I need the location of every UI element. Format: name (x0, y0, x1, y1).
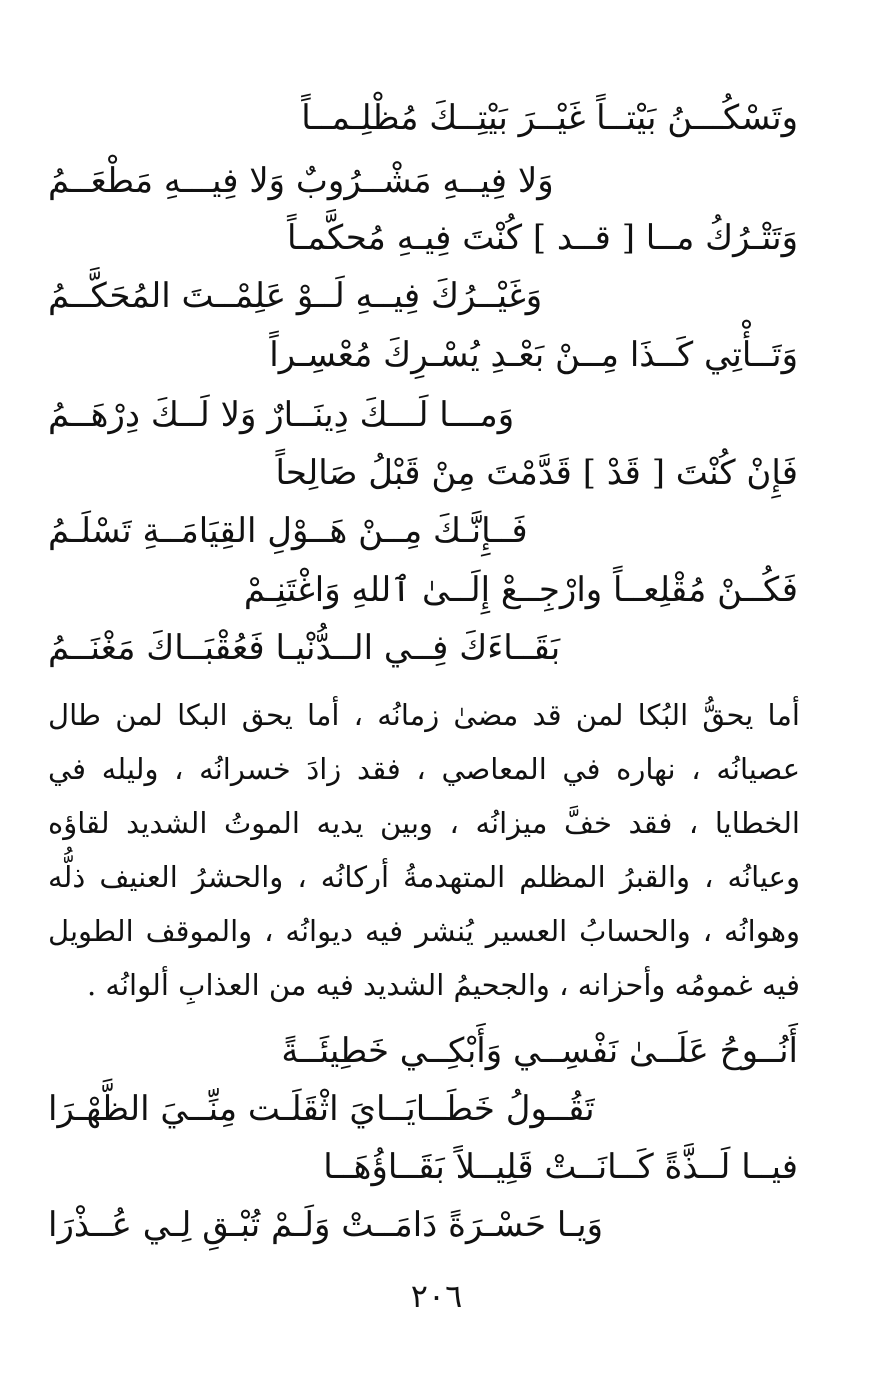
poem-stanza-1 (48, 93, 798, 673)
poem-line: وَغَيْــرُكَ فِيــهِ لَــوْ عَلِمْــتَ المُحَكَّــمُ (48, 276, 543, 316)
poem-line: فَإِنْ كُنْتَ [ قَدْ ] قَدَّمْتَ مِنْ قَبْلُ صَالِحاً (275, 453, 798, 493)
prose-paragraph (48, 688, 800, 1012)
poem-line: وَمـــا لَـــكَ دِينَــارٌ وَلا لَــكَ دِرْهَــمُ (48, 395, 515, 435)
poem-line: وتَسْكُـــنُ بَيْتــاً غَيْــرَ بَيْتِــكَ مُظْلِـمــاً (301, 98, 798, 138)
poem-stanza-2 (48, 1026, 798, 1256)
poem-line: فَــإِنَّـكَ مِــنْ هَــوْلِ القِيَامَــةِ تَسْلَـمُ (48, 511, 528, 551)
poem-line: وَتَــأْتِي كَــذَا مِــنْ بَعْـدِ يُسْـرِكَ مُعْسِـراً (269, 335, 798, 375)
poem-line: فَكُــنْ مُقْلِعــاً وارْجِــعْ إِلَــىٰ ٱللهِ وَاغْتَنِـمْ (243, 570, 798, 610)
poem-line: وَلا فِيــهِ مَشْــرُوبٌ وَلا فِيـــهِ مَطْعَــمُ (48, 161, 554, 201)
poem-line: وَيـا حَسْـرَةً دَامَــتْ وَلَـمْ تُبْـقِ لِـي عُــذْرَا (48, 1205, 604, 1245)
poem-line: تَقُــولُ خَطَــايَــايَ اثْقَلَـت مِنِّــيَ الظَّهْـرَا (48, 1089, 595, 1129)
prose-text: أما يحقُّ البُكا لمن قد مضىٰ زمانُه ، أما يحق البكا لمن طال عصيانُه ، نهاره في المعاصي ، فقد زادَ خسرانُه ، وليله في الخطايا ، فقد خفَّ ميزانُه ، وبين يديه الموتُ الشديد لقاؤه وعيانُه ، والقبرُ المظلم المتهدمةُ أركانُه ، والحشرُ العنيف ذلُّه وهوانُه ، والحسابُ العسير يُنشر فيه ديوانُه ، والموقف الطويل فيه غمومُه وأحزانه ، والجحيمُ الشديد فيه من العذابِ ألوانُه . (48, 698, 800, 1002)
poem-line: أَنُــوحُ عَلَــىٰ نَفْسِــي وَأَبْكِــي خَطِيئَــةً (281, 1031, 798, 1071)
poem-line: فيــا لَــذَّةً كَــانَــتْ قَلِيــلاً بَقَــاؤُهَــا (323, 1147, 798, 1187)
poem-line: وَتَتْـرُكُ مــا [ قــد ] كُنْتَ فِيـهِ مُحكَّمـاً (286, 218, 798, 258)
poem-line: بَقَــاءَكَ فِــي الــدُّنْيـا فَعُقْبَــاكَ مَغْنَــمُ (48, 628, 561, 668)
page-number: ٢٠٦ (410, 1277, 463, 1315)
